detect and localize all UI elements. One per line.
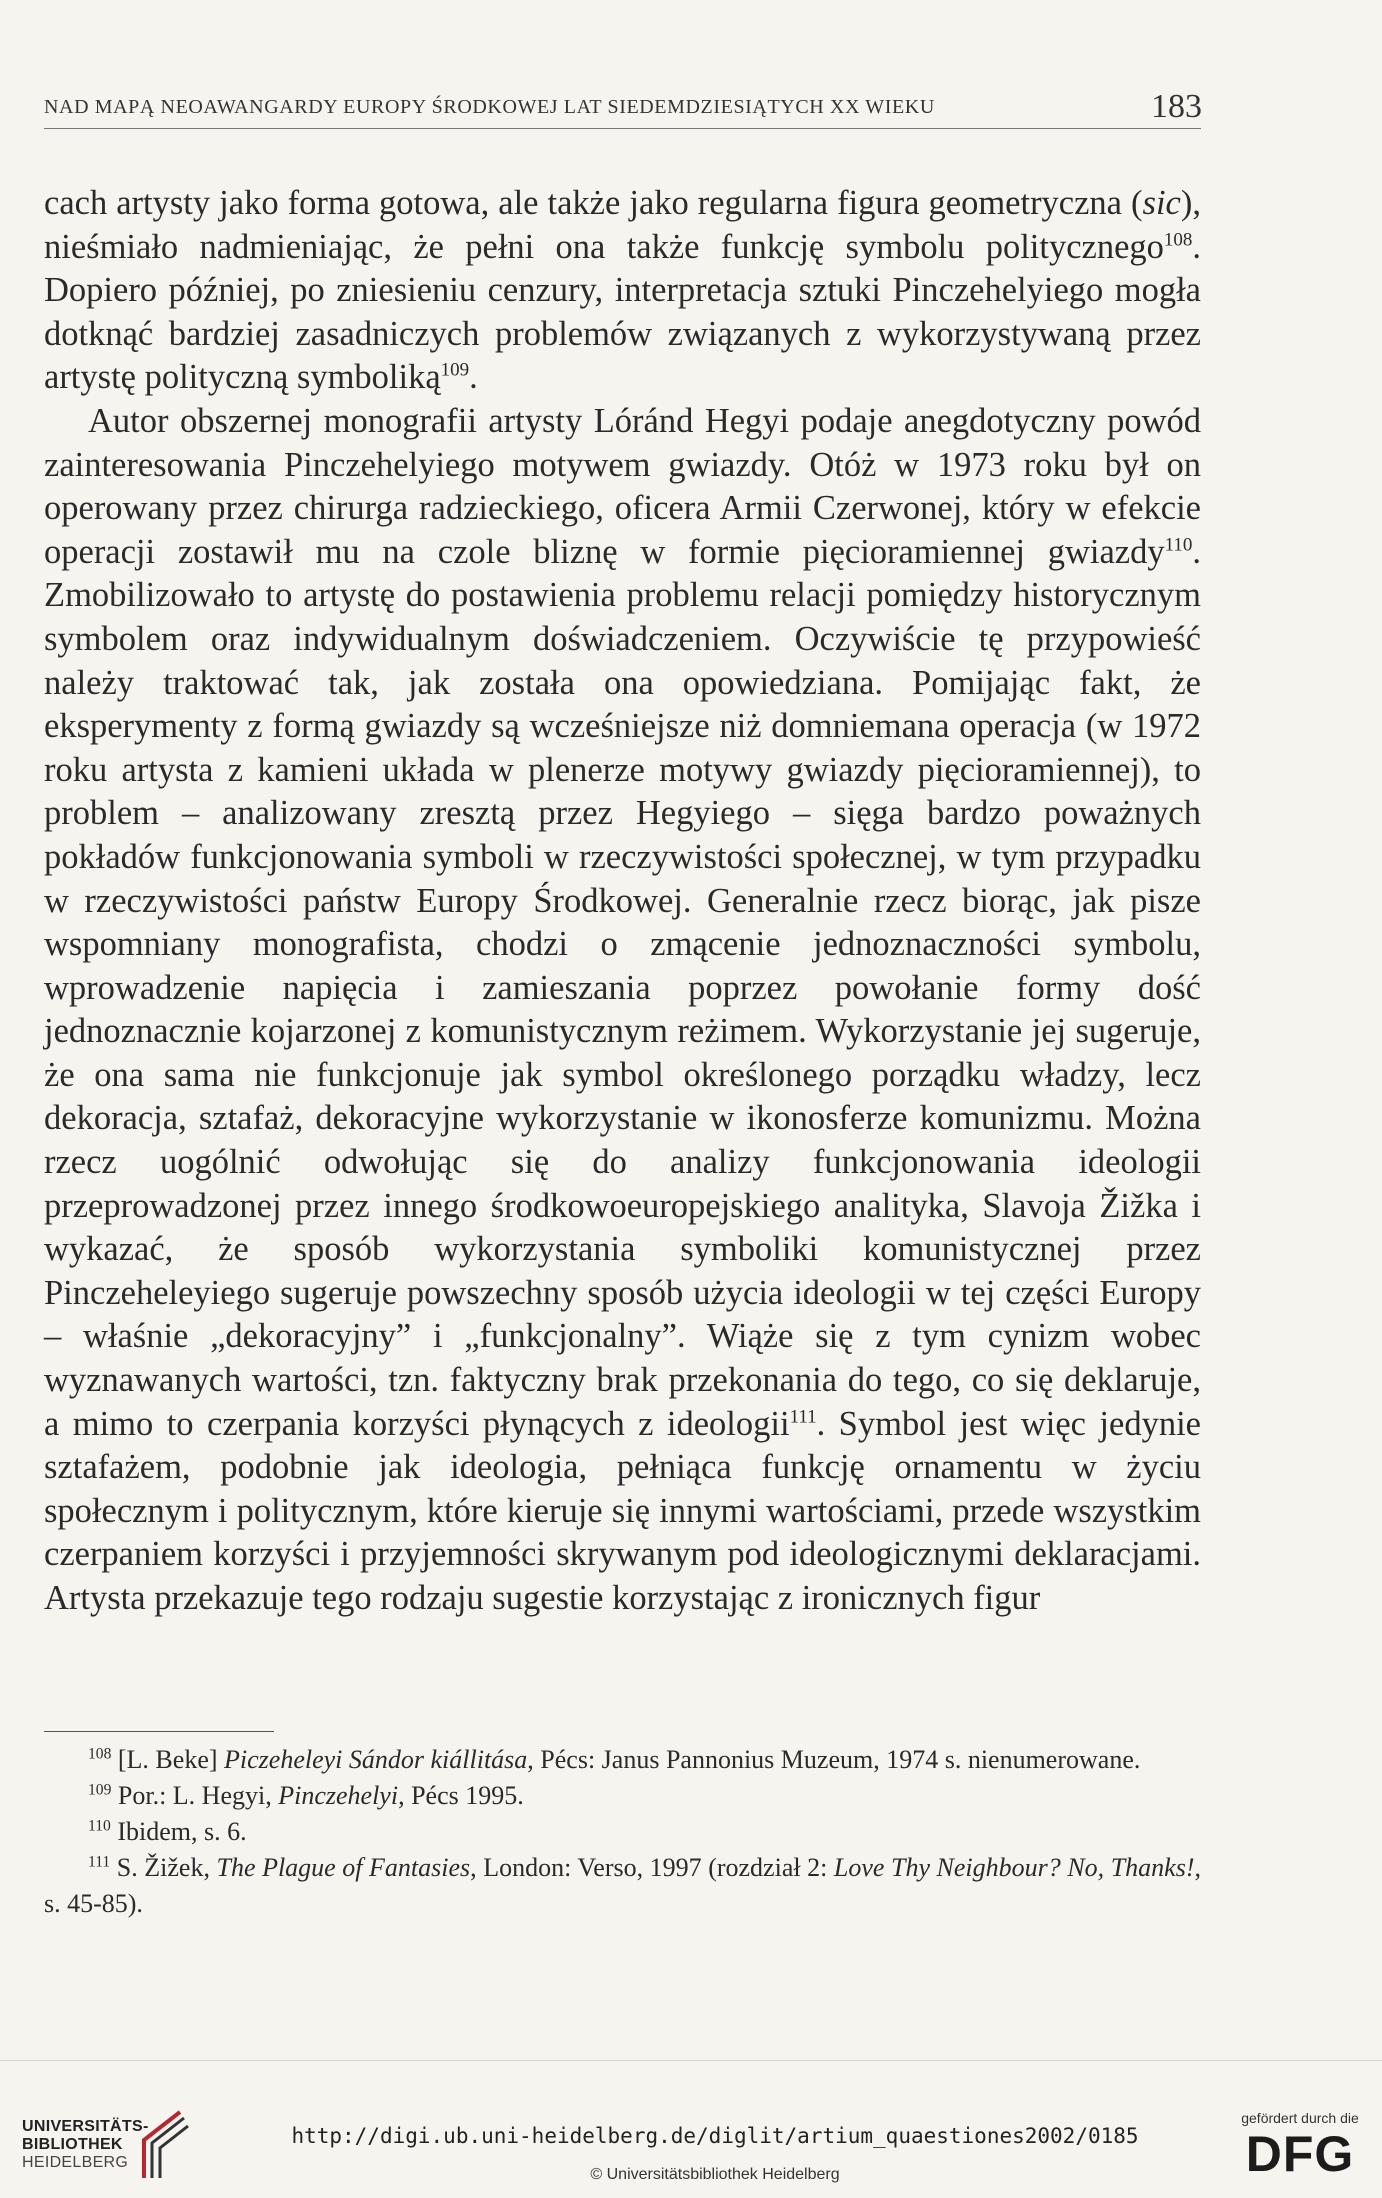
footnote-109: $^{109}$ Por.: L. Hegyi, Pinczehelyi, Pécs 1995. [88, 1781, 524, 1810]
body-text [44, 182, 1201, 1621]
page-number: 183 [1151, 88, 1202, 125]
footnote-110: $^{110}$ Ibidem, s. 6. [88, 1817, 247, 1846]
footnote-ref-109[interactable]: 109 [440, 359, 470, 381]
library-name-line-3: HEIDELBERG [22, 2154, 129, 2171]
footnote-ref-108[interactable]: 108 [1163, 229, 1193, 251]
footnote-108: $^{108}$ [L. Beke] Piczeheleyi Sándor kiállitása, Pécs: Janus Pannonius Muzeum, 1974 s. nienumerowane. [88, 1745, 1141, 1774]
library-name-line-1: UNIVERSITÄTS- [22, 2118, 149, 2135]
paragraph-1: cach artysty jako forma gotowa, ale także jako regularna figura geometryczna (sic), nieśmiało nadmieniając, że pełni ona także funkcję symbolu politycznego$^{108}$. Dopiero później, po zniesieniu cenzury, interpretacja sztuki Pinczehelyiego mogła dotknąć bardziej zasadniczych problemów związanych z wykorzystywaną przez artystę polityczną symboliką$^{109}$. [44, 184, 1201, 397]
footnote-111: $^{111}$ S. Žižek, The Plague of Fantasies, London: Verso, 1997 (rozdział 2: Love Thy Neighbour? No, Thanks!, s. 45-85). [44, 1853, 1201, 1918]
copyright-notice: © Universitätsbibliothek Heidelberg [590, 2166, 840, 2183]
footnote-ref-111[interactable]: 111 [789, 1406, 817, 1428]
footnotes [44, 1742, 1201, 1922]
library-logo[interactable] [22, 2110, 197, 2182]
header-rule [44, 128, 1201, 129]
running-head: NAD MAPĄ NEOAWANGARDY EUROPY ŚRODKOWEJ LAT SIEDEMDZIESIĄTYCH XX WIEKU [44, 96, 935, 118]
source-url-link[interactable]: http://digi.ub.uni-heidelberg.de/diglit/artium_quaestiones2002/0185 [291, 2124, 1139, 2148]
dfg-logo[interactable] [1230, 2110, 1370, 2190]
funder-caption: gefördert durch die [1241, 2110, 1359, 2126]
paragraph-2: Autor obszernej monografii artysty Lóránd Hegyi podaje anegdotyczny powód zainteresowania Pinczehelyiego motywem gwiazdy. Otóż w 1973 roku był on operowany przez chirurga radzieckiego, oficera Armii Czerwonej, który w efekcie operacji zostawił mu na czole bliznę w formie pięcioramiennej gwiazdy$^{110}$. Zmobilizowało to artystę do postawienia problemu relacji pomiędzy historycznym symbolem oraz indywidualnym doświadczeniem. Oczywiście tę przypowieść należy traktować tak, jak została ona opowiedziana. Pomijając fakt, że eksperymenty z formą gwiazdy są wcześniejsze niż domniemana operacja (w 1972 roku artysta z kamieni układa w plenerze motywy gwiazdy pięcioramiennej), to problem – analizowany zresztą przez Hegyiego – sięga bardzo poważnych pokładów funkcjonowania symboli w rzeczywistości społecznej, w tym przypadku w rzeczywistości państw Europy Środkowej. Generalnie rzecz biorąc, jak pisze wspomniany monografista, chodzi o zmącenie jednoznaczności symbolu, wprowadzenie napięcia i zamieszania poprzez powołanie formy dość jednoznacznie kojarzonej z komunistycznym reżimem. Wykorzystanie jej sugeruje, że ona sama nie funkcjonuje jak symbol określonego porządku władzy, lecz dekoracja, sztafaż, dekoracyjne wykorzystanie w ikonosferze komunizmu. Można rzecz uogólnić odwołując się do analizy funkcjonowania ideologii przeprowadzonej przez innego środkowoeuropejskiego analityka, Slavoja Žižka i wykazać, że sposób wykorzystania symboliki komunistycznej przez Pinczeheleyiego sugeruje powszechny sposób użycia ideologii w tej części Europy – właśnie „dekoracyjny” i „funkcjonalny”. Wiąże się z tym cynizm wobec wyznawanych wartości, tzn. faktyczny brak przekonania do tego, co się deklaruje, a mimo to czerpania korzyści płynących z ideologii$^{111}$. Symbol jest więc jedynie sztafażem, podobnie jak ideologia, pełniąca funkcję ornamentu w życiu społecznym i politycznym, które kieruje się innymi wartościami, przede wszystkim czerpaniem korzyści i przyjemności skrywanym pod ideologicznymi deklaracjami. Artysta przekazuje tego rodzaju sugestie korzystając z ironicznych figur [44, 401, 1201, 1617]
library-name-line-2: BIBLIOTHEK [22, 2136, 123, 2153]
footnote-ref-110[interactable]: 110 [1164, 534, 1193, 556]
library-mark-icon [134, 2110, 196, 2180]
funder-logo-text: DFG [1245, 2126, 1355, 2182]
footnote-rule [44, 1731, 274, 1732]
